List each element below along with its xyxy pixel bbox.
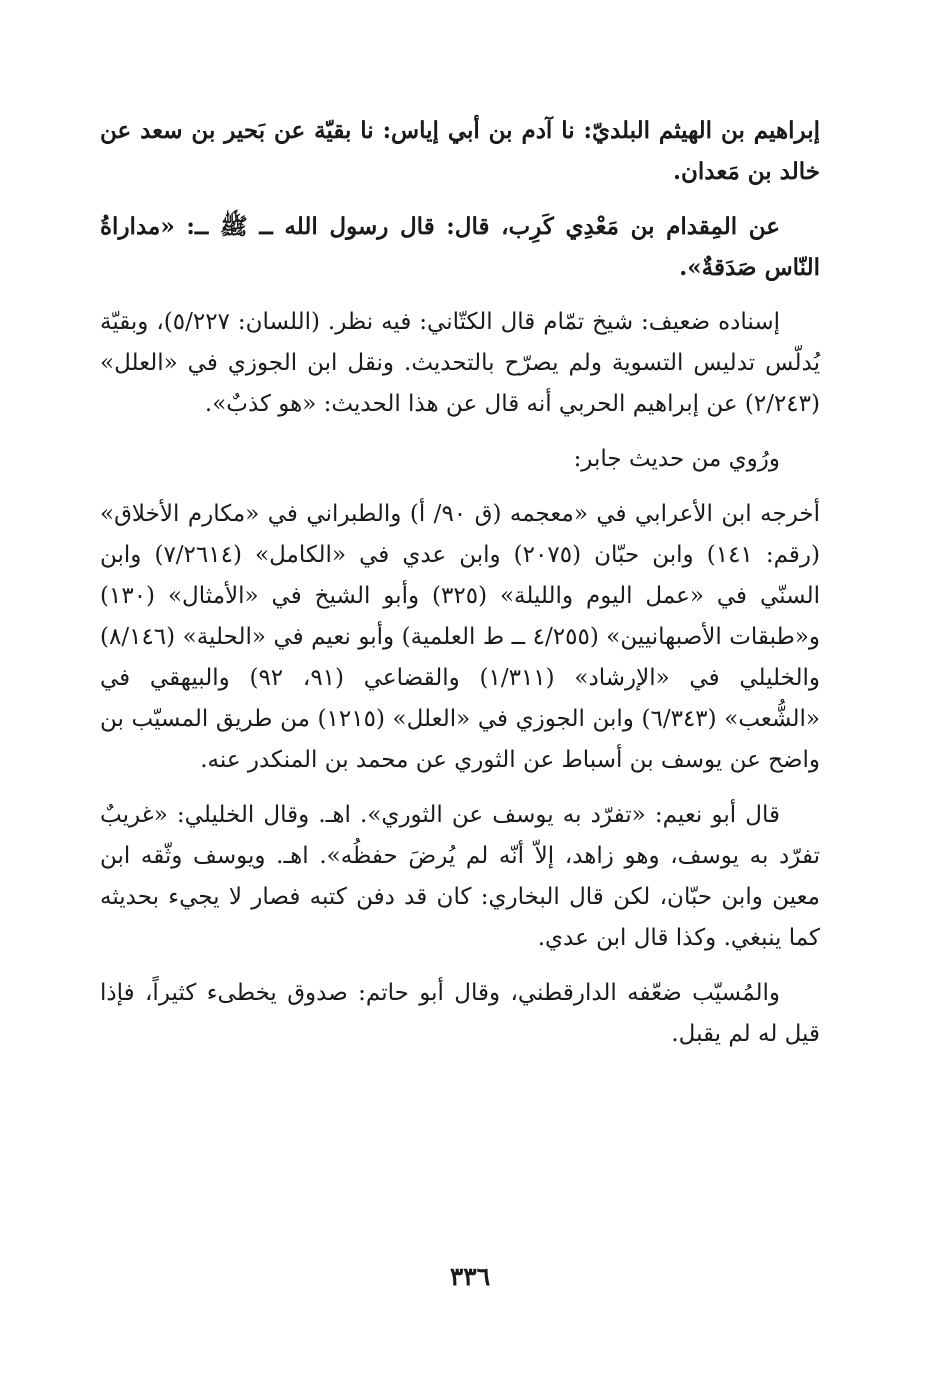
- page-body: [100, 110, 820, 1069]
- abu-nuaym-paragraph: قال أبو نعيم: «تفرّد به يوسف عن الثوري». اهـ. وقال الخليلي: «غريبٌ تفرّد به يوسف، وهو زاهد، إلاّ أنّه لم يُرضَ حفظُه». اهـ. ويوسف وثّقه ابن معين وابن حبّان، لكن قال البخاري: كان قد دفن كتبه فصار لا يجيء بحديثه كما ينبغي. وكذا قال ابن عدي.: [100, 802, 820, 951]
- takhrij-paragraph: أخرجه ابن الأعرابي في «معجمه (ق ٩٠/ أ) والطبراني في «مكارم الأخلاق» (رقم: ١٤١) وابن حبّان (٢٠٧٥) وابن عدي في «الكامل» (٧/٢٦١٤) وابن السنّي في «عمل اليوم والليلة» (٣٢٥) وأبو الشيخ في «الأمثال» (١٣٠) و«طبقات الأصبهانيين» (٤/٢٥٥ ــ ط العلمية) وأبو نعيم في «الحلية» (٨/١٤٦) والخليلي في «الإرشاد» (١/٣١١) والقضاعي (٩١، ٩٢) والبيهقي في «الشُّعب» (٦/٣٤٣) وابن الجوزي في «العلل» (١٢١٥) من طريق المسيّب بن واضح عن يوسف بن أسباط عن الثوري عن محمد بن المنكدر عنه.: [100, 501, 821, 773]
- jabir-intro: ورُوي من حديث جابر:: [573, 446, 780, 472]
- hadith-text: عن المِقدام بن مَعْدِي كَرِب، قال: قال رسول الله ــ ﷺ ــ: «مداراةُ النّاس صَدَقةٌ».: [100, 213, 820, 281]
- isnad-paragraph: إبراهيم بن الهيثم البلديّ: نا آدم بن أبي إياس: نا بقيّة عن بَحير بن سعد عن خالد بن مَعدان.: [100, 117, 820, 185]
- musayyab-paragraph: والمُسيّب ضعّفه الدارقطني، وقال أبو حاتم: صدوق يخطىء كثيراً، فإذا قيل له لم يقبل.: [100, 980, 820, 1047]
- grading-paragraph: إسناده ضعيف: شيخ تمّام قال الكتّاني: فيه نظر. (اللسان: ٥/٢٢٧)، وبقيّة يُدلّس تدليس التسوية ولم يصرّح بالتحديث. ونقل ابن الجوزي في «العلل» (٢/٢٤٣) عن إبراهيم الحربي أنه قال عن هذا الحديث: «هو كذبٌ».: [100, 309, 820, 417]
- page-number: ٣٣٦: [449, 1262, 491, 1291]
